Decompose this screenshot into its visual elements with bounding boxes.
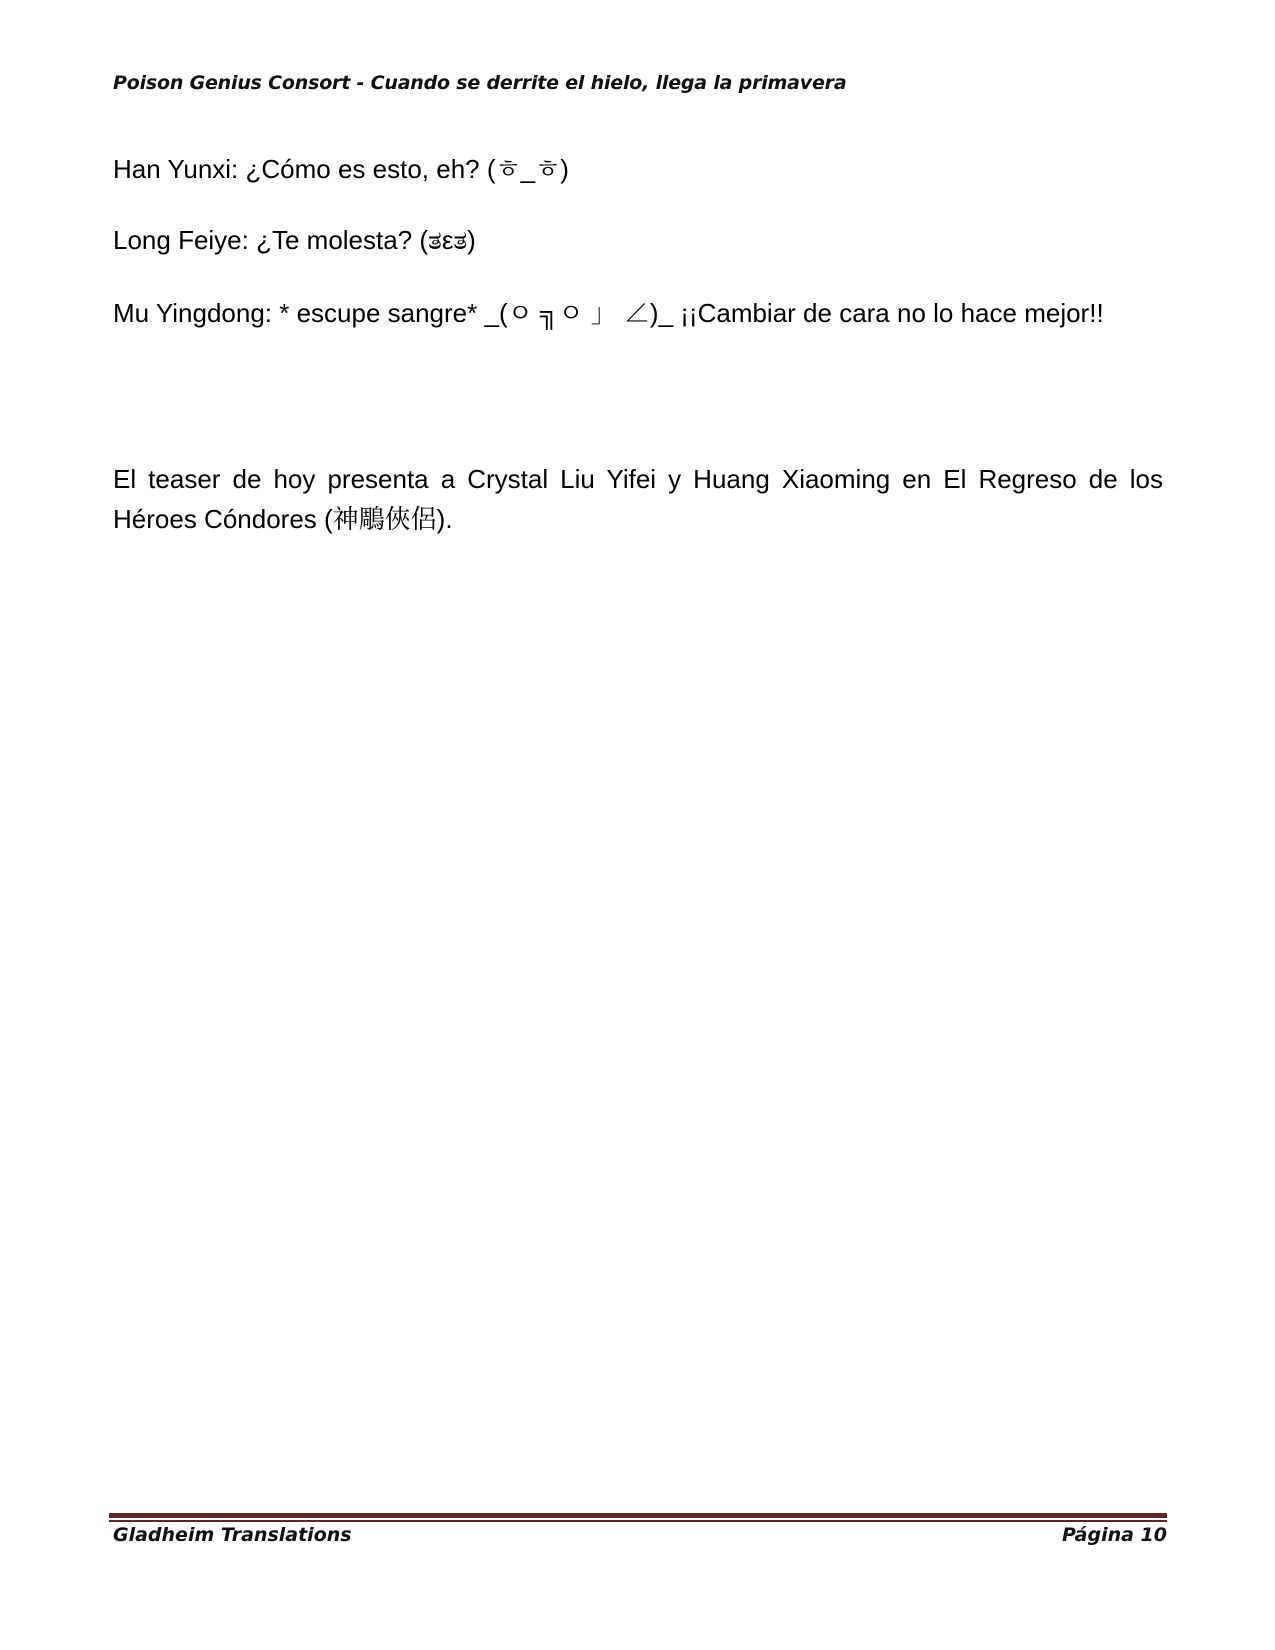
footer-divider — [109, 1513, 1167, 1522]
paragraph: El teaser de hoy presenta a Crystal Liu Yifei y Huang Xiaoming en El Regreso de los Héroes Cóndores (神鵰俠侶). — [113, 464, 1163, 534]
paragraph: Han Yunxi: ¿Cómo es esto, eh? (ㅎ_ㅎ) — [113, 154, 569, 184]
page-number: Página 10 — [1061, 1524, 1167, 1546]
teaser-note — [113, 459, 1163, 539]
paragraph: Mu Yingdong: * escupe sangre* _(ㅇ ╗ㅇ 」 ∠)_ ¡¡Cambiar de cara no lo hace mejor!! — [113, 298, 1104, 328]
footer-publisher: Gladheim Translations — [113, 1524, 352, 1546]
running-header: Poison Genius Consort - Cuando se derrite el hielo, llega la primavera — [113, 72, 847, 94]
dialogue-han-yunxi — [113, 149, 1163, 189]
page-footer — [113, 1524, 1167, 1546]
paragraph: Long Feiye: ¿Te molesta? (ತεತ) — [113, 225, 476, 255]
dialogue-long-feiye — [113, 220, 1163, 260]
dialogue-mu-yingdong — [113, 293, 1163, 333]
footer-divider-thin — [109, 1520, 1167, 1522]
